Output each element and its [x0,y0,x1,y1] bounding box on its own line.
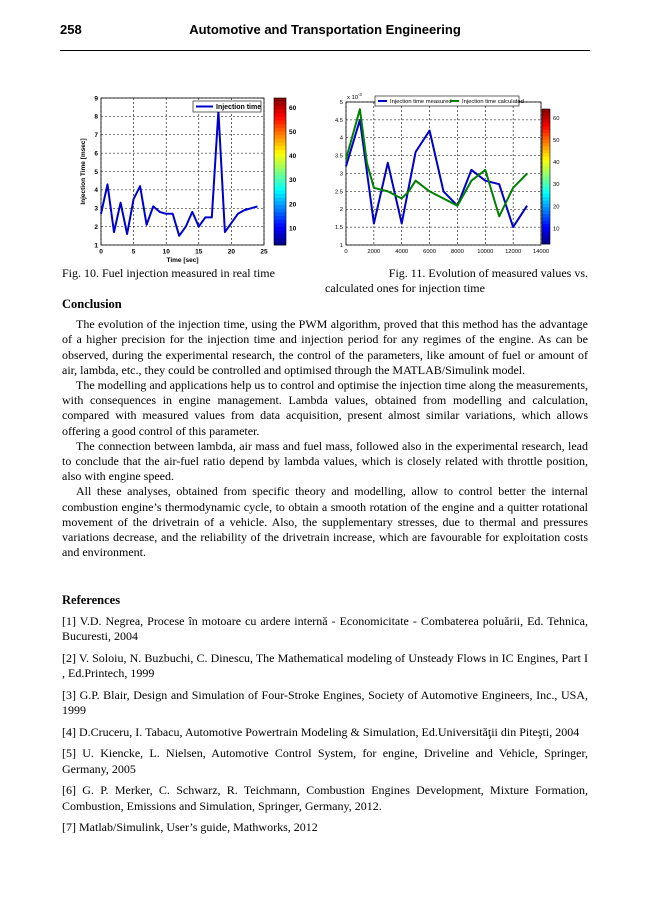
x-tick-label: 4000 [395,248,409,255]
colorbar-segment [542,156,550,160]
y-tick-label: 3 [94,205,98,213]
colorbar-segment [542,187,550,191]
colorbar-segment [542,153,550,157]
colorbar-tick-label: 40 [289,153,297,161]
y-tick-label: 1.5 [334,225,343,232]
colorbar-segment [542,163,550,167]
figure-10-caption: Fig. 10. Fuel injection measured in real time [62,266,275,280]
x-tick-label: 0 [99,248,103,256]
figure-11-chart [330,92,560,262]
reference-item: [7] Matlab/Simulink, User’s guide, Mathworks, 2012 [62,820,318,834]
colorbar-segment [542,217,550,221]
reference-item: [2] V. Soloiu, N. Buzbuchi, C. Dinescu, The Mathematical modeling of Unsteady Flows in IC Engines, Part I , Ed.Printech, 1999 [62,650,588,680]
conclusion-paragraph: The modelling and applications help us to control and optimise the injection time along the measurements, with consequences in engine management. Lambda values, obtained from modelling and calculation, compared with measured values from data acquisition, present almost similar variations, which allows offering a good control of this parameter. [62,378,588,438]
colorbar-segment [274,135,286,139]
colorbar-segment [542,160,550,164]
colorbar-segment [274,205,286,209]
x-tick-label: 0 [344,248,348,255]
y-multiplier-exponent: -3 [357,92,362,97]
conclusion-paragraph: The evolution of the injection time, using the PWM algorithm, proved that this method has the advantage of a higher precision for the injection time and injection period for any regimes of the engine. As can be observed, during the experimental research, the control of the parameters, like amount of fuel or amount of air, lambda, etc., they could be controlled and optimised through the MATLAB/Simulink model. [62,317,588,377]
colorbar-segment [542,237,550,241]
colorbar-segment [274,113,286,117]
colorbar-segment [542,197,550,201]
colorbar-segment [274,216,286,220]
y-tick-label: 7 [94,132,98,139]
colorbar-segment [542,220,550,224]
colorbar-tick-label: 30 [553,182,560,189]
colorbar-segment [274,201,286,205]
conclusion-paragraph: The connection between lambda, air mass and fuel mass, followed also in the experimental research, lead to conclude that the air-fuel ratio depend by lambda values, which is closely related with throttle position, also with engine speed. [62,438,588,484]
colorbar-segment [542,210,550,214]
x-axis-label: Time [sec] [166,257,199,264]
journal-title: Automotive and Transportation Engineering [189,22,461,37]
colorbar-segment [274,127,286,131]
colorbar-segment [542,166,550,170]
header-rule [60,50,590,51]
colorbar-segment [542,129,550,133]
colorbar-tick-label: 10 [289,225,297,233]
colorbar-segment [542,139,550,143]
reference-item: [1] V.D. Negrea, Procese în motoare cu ardere internă - Economicitate - Combaterea poluării, Ed. Tehnica, Bucuresti, 2004 [62,613,588,643]
colorbar-segment [542,143,550,147]
colorbar-tick-label: 20 [289,201,297,209]
colorbar-segment [274,208,286,212]
colorbar-segment [542,227,550,231]
colorbar-segment [274,172,286,176]
y-tick-label: 2 [94,223,98,231]
colorbar-segment [274,105,286,109]
x-tick-label: 6000 [423,248,437,255]
colorbar-segment [542,116,550,120]
colorbar-segment [542,204,550,208]
colorbar-tick-label: 40 [553,160,560,167]
colorbar-segment [274,238,286,242]
legend-label: Injection time [216,104,262,111]
x-tick-label: 25 [260,248,268,256]
colorbar-segment [274,146,286,150]
y-tick-label: 6 [94,150,98,158]
colorbar-segment [274,230,286,234]
colorbar-segment [274,194,286,198]
y-tick-label: 5 [339,99,343,106]
colorbar-segment [542,200,550,204]
x-tick-label: 5 [131,248,136,256]
y-tick-label: 9 [94,95,98,103]
x-tick-label: 8000 [450,248,464,255]
y-tick-label: 4.5 [334,117,343,124]
colorbar-tick-label: 10 [553,226,560,233]
colorbar-segment [542,173,550,177]
y-tick-label: 5 [94,168,98,176]
figure-10-chart [80,92,304,264]
y-tick-label: 4 [339,135,343,142]
colorbar-segment [274,98,286,102]
x-tick-label: 2000 [367,248,381,255]
colorbar-segment [274,153,286,157]
x-tick-label: 20 [227,248,236,256]
x-tick-label: 15 [195,248,203,256]
reference-item: [6] G. P. Merker, C. Schwarz, R. Teichmann, Combustion Engines Development, Mixture Formation, Combustion, Emissions and Simulation, Springer, Germany, 2012. [62,783,588,813]
y-multiplier-label: x $10^{-3}$ [347,92,362,101]
colorbar-segment [274,219,286,223]
colorbar-segment [274,183,286,187]
colorbar-segment [542,109,550,113]
colorbar-segment [542,126,550,130]
y-tick-label: 8 [94,113,98,121]
colorbar-segment [542,190,550,194]
colorbar-tick-label: 60 [289,104,297,112]
colorbar-segment [274,168,286,172]
y-tick-label: 1 [339,242,343,249]
colorbar-tick-label: 50 [289,128,297,136]
x-tick-label: 10 [162,248,170,256]
colorbar-tick-label: 60 [553,115,560,122]
colorbar-segment [274,157,286,161]
colorbar-segment [542,150,550,154]
colorbar-segment [542,231,550,235]
colorbar-segment [542,136,550,140]
colorbar-segment [274,142,286,146]
colorbar-tick-label: 20 [553,204,560,211]
colorbar-segment [542,177,550,181]
colorbar-segment [274,234,286,238]
conclusion-section [62,297,588,560]
colorbar-segment [274,190,286,194]
colorbar-segment [542,183,550,187]
y-tick-label: 1 [94,242,98,250]
x-tick-label: 14000 [532,248,550,255]
legend-label: Injection time measured [390,98,452,105]
colorbar-segment [542,214,550,218]
y-tick-label: 3 [339,171,343,178]
figure-11-caption [325,266,588,296]
colorbar-tick-label: 30 [289,177,297,185]
conclusion-paragraph: All these analyses, obtained from specific theory and modelling, allow to control better the internal combustion engine’s thermodynamic cycle, to obtain a smooth rotation of the engine and a quitter rotational movement of the drivetrain of a vehicle. Also, the supplementary stresses, due to thermal and pressures variations decrease, and the reliability of the drivetrain increase, which are favourable for exploitation costs and environment. [62,484,588,560]
colorbar-segment [274,109,286,113]
y-axis-label: Injection Time [msec] [80,138,87,205]
figure-11-caption-line1: Fig. 11. Evolution of measured values vs. [388,266,588,280]
y-tick-label: 2.5 [334,189,343,196]
y-tick-label: 4 [94,187,98,195]
colorbar-segment [274,138,286,142]
colorbar-segment [274,102,286,106]
colorbar-segment [274,131,286,135]
colorbar-segment [542,224,550,228]
colorbar-segment [274,223,286,227]
x-tick-label: 12000 [505,248,522,255]
figure-11-caption-line2: calculated ones for injection time [325,281,485,295]
colorbar-segment [542,193,550,197]
colorbar-segment [542,180,550,184]
colorbar-segment [542,234,550,238]
colorbar-segment [542,146,550,150]
colorbar-segment [542,133,550,137]
x-tick-label: 10000 [477,248,494,255]
conclusion-heading: Conclusion [62,297,122,311]
legend-label: Injection time calculated [462,98,524,105]
y-tick-label: 3.5 [334,153,343,160]
page-number: 258 [60,22,82,37]
colorbar-segment [274,186,286,190]
colorbar-segment [274,197,286,201]
colorbar-segment [274,212,286,216]
reference-item: [4] D.Cruceru, I. Tabacu, Automotive Powertrain Modeling & Simulation, Ed.Universităţii din Piteşti, 2004 [62,724,580,739]
colorbar-segment [274,149,286,153]
colorbar-segment [274,179,286,183]
colorbar-segment [542,123,550,127]
colorbar-segment [542,112,550,116]
colorbar-segment [274,227,286,231]
reference-item: [3] G.P. Blair, Design and Simulation of Four-Stroke Engines, Society of Automotive Engineers, Inc., USA, 1999 [62,687,588,717]
colorbar-segment [274,120,286,124]
colorbar-segment [542,119,550,123]
references-section [62,593,588,842]
colorbar-segment [542,207,550,211]
reference-item: [5] U. Kiencke, L. Nielsen, Automotive Control System, for engine, Driveline and Vehicle, Springer, Germany, 2005 [62,746,588,776]
y-tick-label: 2 [339,207,343,214]
colorbar-tick-label: 50 [553,137,560,144]
colorbar-segment [542,170,550,174]
running-header [60,22,590,44]
colorbar-segment [274,164,286,168]
colorbar-segment [274,160,286,164]
colorbar-segment [274,175,286,179]
colorbar-segment [274,116,286,120]
colorbar-segment [274,124,286,128]
references-heading: References [62,593,121,607]
